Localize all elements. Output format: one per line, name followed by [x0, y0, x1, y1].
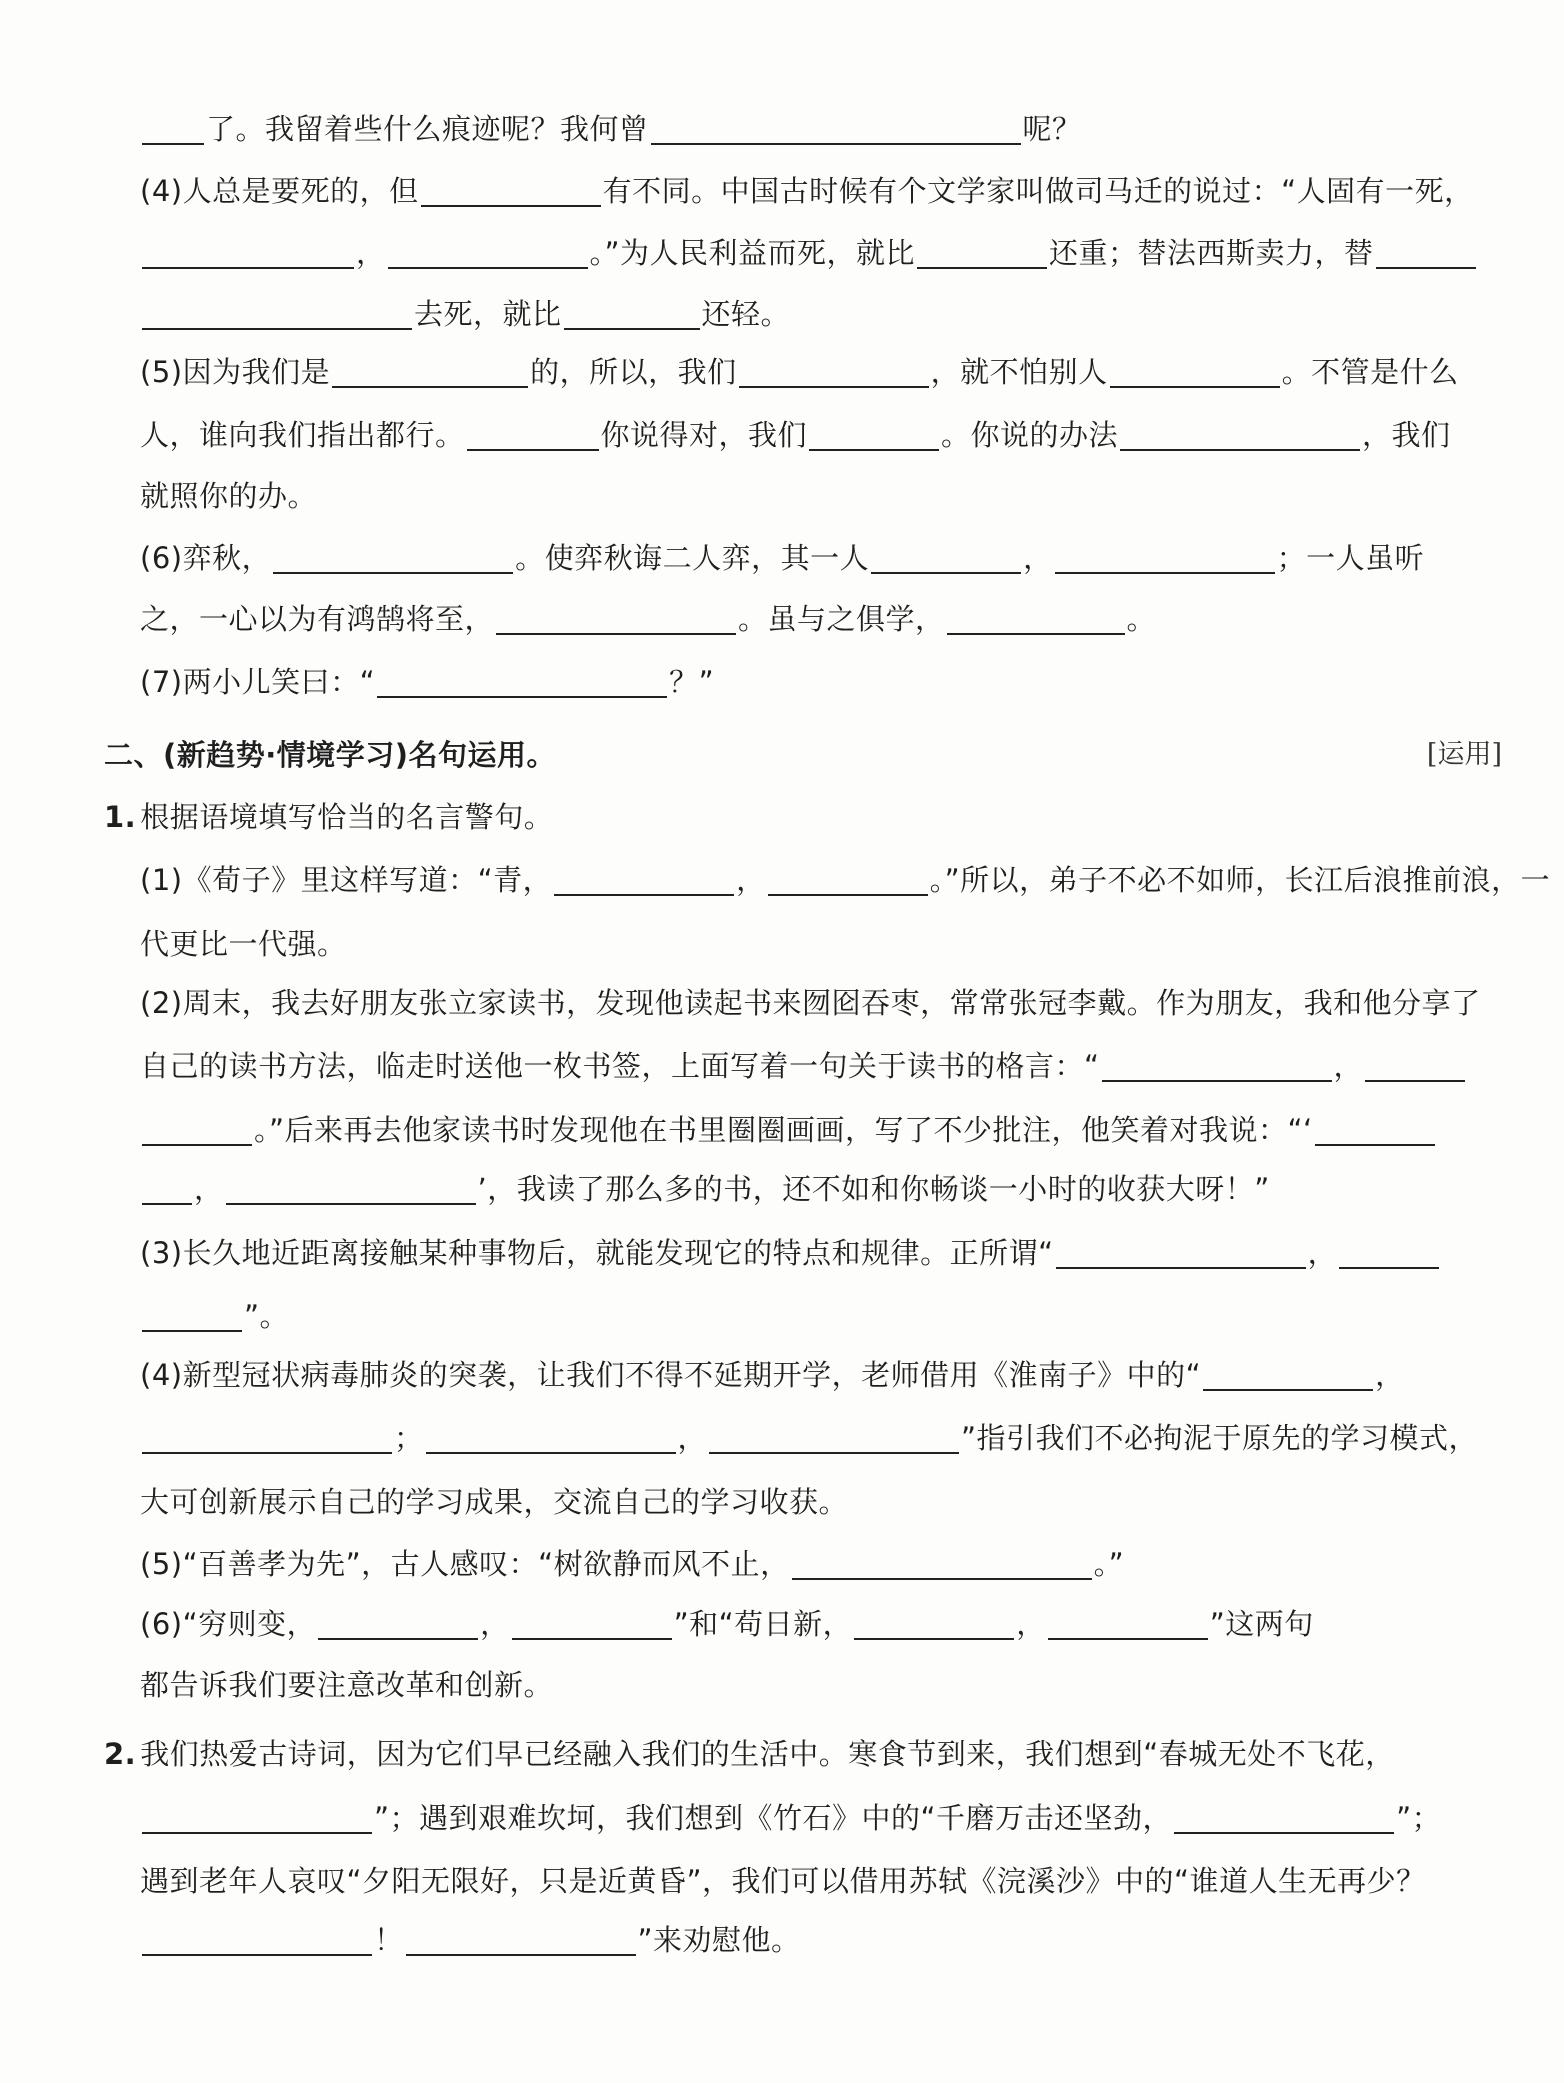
text-line — [140, 104, 1082, 154]
answer-blank[interactable] — [792, 1542, 1092, 1580]
answer-blank[interactable] — [854, 1602, 1014, 1640]
text: 就照你的办。 — [140, 479, 318, 513]
answer-blank[interactable] — [377, 660, 667, 698]
text: 。” — [1093, 1547, 1125, 1581]
answer-blank[interactable] — [1048, 1602, 1208, 1640]
sub-question-6-line-2 — [140, 1660, 553, 1710]
text: (6)弈秋， — [140, 541, 272, 575]
answer-blank[interactable] — [273, 536, 513, 574]
text: ”； — [1396, 1801, 1442, 1835]
item-2 — [104, 1729, 1395, 1779]
answer-blank[interactable] — [709, 1416, 959, 1454]
item-number: 2. — [104, 1737, 137, 1771]
text: 呢？ — [1022, 112, 1082, 146]
sub-question-3 — [140, 1228, 1441, 1278]
answer-blank[interactable] — [1365, 1044, 1465, 1082]
text: ”来劝慰他。 — [637, 1923, 801, 1957]
text: (1)《荀子》里这样写道：“青， — [140, 863, 553, 897]
answer-blank[interactable] — [1120, 413, 1360, 451]
item-2-line-3 — [140, 1856, 1426, 1906]
text: ”这两句 — [1209, 1607, 1314, 1641]
text: 遇到老年人哀叹“夕阳无限好，只是近黄昏”，我们可以借用苏轼《浣溪沙》中的“谁道人生无再少？ — [140, 1864, 1426, 1898]
text: 。你说的办法 — [941, 418, 1119, 452]
text: 自己的读书方法，临走时送他一枚书签，上面写着一句关于读书的格言：“ — [140, 1049, 1100, 1083]
text: ， — [677, 1421, 708, 1455]
question-6 — [140, 533, 1424, 583]
text: 。虽与之俱学， — [738, 602, 945, 636]
text: 。 — [1126, 602, 1157, 636]
text: ； — [394, 1421, 424, 1455]
sub-question-2-line-4 — [140, 1164, 1270, 1214]
answer-blank[interactable] — [332, 350, 528, 388]
question-4-line-3 — [140, 289, 790, 339]
text: 你说得对，我们 — [600, 418, 808, 452]
answer-blank[interactable] — [406, 1918, 636, 1956]
sub-question-4-line-2 — [140, 1413, 1478, 1463]
answer-blank[interactable] — [512, 1602, 672, 1640]
text: ’，我读了那么多的书，还不如和你畅谈一小时的收获大呀！” — [477, 1172, 1270, 1206]
item-number: 1. — [104, 800, 137, 834]
answer-blank[interactable] — [426, 1416, 676, 1454]
text: (5)因为我们是 — [140, 355, 331, 389]
sub-question-6 — [140, 1599, 1314, 1649]
sub-question-1 — [140, 855, 1550, 905]
text: ”指引我们不必拘泥于原先的学习模式， — [961, 1421, 1479, 1455]
text: ， — [356, 236, 386, 270]
text: 大可创新展示自己的学习成果，交流自己的学习收获。 — [140, 1485, 849, 1519]
answer-blank[interactable] — [554, 858, 734, 896]
text: 代更比一代强。 — [140, 927, 347, 961]
text: 。”所以，弟子不必不如师，长江后浪推前浪，一 — [929, 863, 1551, 897]
text: 之，一心以为有鸿鹄将至， — [140, 602, 495, 636]
text: ， — [194, 1172, 224, 1206]
text: ， — [1016, 1607, 1046, 1641]
text: 的，所以，我们 — [530, 355, 737, 389]
answer-blank[interactable] — [388, 231, 588, 269]
answer-blank[interactable] — [496, 597, 736, 635]
text: 。不管是什么 — [1281, 355, 1459, 389]
answer-blank[interactable] — [871, 536, 1021, 574]
answer-blank[interactable] — [318, 1602, 478, 1640]
answer-blank[interactable] — [1055, 536, 1275, 574]
answer-blank[interactable] — [1339, 1231, 1439, 1269]
text: ， — [1023, 541, 1053, 575]
answer-blank[interactable] — [917, 231, 1047, 269]
text: ， — [736, 863, 766, 897]
text: ， — [480, 1607, 510, 1641]
question-5-line-3 — [140, 471, 317, 521]
text: 根据语境填写恰当的名言警句。 — [140, 800, 554, 834]
answer-blank[interactable] — [768, 858, 928, 896]
answer-blank[interactable] — [142, 1167, 192, 1205]
sub-question-2 — [140, 978, 1481, 1028]
answer-blank[interactable] — [1110, 350, 1280, 388]
text: 了。我留着些什么痕迹呢？我何曾 — [206, 112, 649, 146]
sub-question-2-line-2 — [140, 1041, 1467, 1091]
text: ；一人虽听 — [1276, 541, 1425, 575]
answer-blank[interactable] — [1056, 1231, 1306, 1269]
sub-question-3-line-2 — [140, 1291, 289, 1341]
text: (4)人总是要死的，但 — [140, 174, 419, 208]
text: 。使弈秋诲二人弈，其一人 — [515, 541, 870, 575]
answer-blank[interactable] — [142, 1108, 252, 1146]
sub-question-5 — [140, 1539, 1124, 1589]
answer-blank[interactable] — [142, 1416, 392, 1454]
text: 还轻。 — [701, 297, 791, 331]
text: (7)两小儿笑曰：“ — [140, 665, 376, 699]
text: (4)新型冠状病毒肺炎的突袭，让我们不得不延期开学，老师借用《淮南子》中的“ — [140, 1358, 1202, 1392]
question-4 — [140, 166, 1474, 216]
answer-blank[interactable] — [1102, 1044, 1332, 1082]
text: ”和“苟日新， — [673, 1607, 853, 1641]
answer-blank[interactable] — [1376, 231, 1476, 269]
text: ？” — [669, 665, 715, 699]
sub-question-4-line-3 — [140, 1477, 848, 1527]
question-6-line-2 — [140, 594, 1156, 644]
answer-blank[interactable] — [564, 292, 700, 330]
question-7 — [140, 657, 714, 707]
answer-blank[interactable] — [142, 107, 204, 145]
text: 还重；替法西斯卖力，替 — [1049, 236, 1374, 270]
question-4-line-2 — [140, 228, 1478, 278]
item-2-line-2 — [140, 1793, 1441, 1843]
sub-question-1-line-2 — [140, 919, 347, 969]
answer-blank[interactable] — [1315, 1108, 1435, 1146]
answer-blank[interactable] — [142, 231, 354, 269]
answer-blank[interactable] — [142, 1294, 242, 1332]
text: 都告诉我们要注意改革和创新。 — [140, 1668, 554, 1702]
answer-blank[interactable] — [142, 1918, 372, 1956]
text: 。”为人民利益而死，就比 — [589, 236, 916, 270]
answer-blank[interactable] — [947, 597, 1125, 635]
answer-blank[interactable] — [1203, 1353, 1373, 1391]
text: ，我们 — [1362, 418, 1451, 452]
text: ， — [1307, 1236, 1338, 1270]
answer-blank[interactable] — [142, 1796, 372, 1834]
answer-blank[interactable] — [651, 107, 1021, 145]
item-1-prompt — [104, 792, 553, 842]
text: 有不同。中国古时候有个文学家叫做司马迁的说过：“人固有一死， — [602, 174, 1474, 208]
text: ， — [1375, 1358, 1405, 1392]
answer-blank[interactable] — [467, 413, 599, 451]
answer-blank[interactable] — [226, 1167, 476, 1205]
text: 。”后来再去他家读书时发现他在书里圈圈画画，写了不少批注，他笑着对我说：“‘ — [254, 1113, 1313, 1147]
text: ”。 — [244, 1299, 290, 1333]
answer-blank[interactable] — [1174, 1796, 1394, 1834]
text: ！ — [374, 1923, 404, 1957]
answer-blank[interactable] — [421, 169, 601, 207]
text: (3)长久地近距离接触某种事物后，就能发现它的特点和规律。正所谓“ — [140, 1236, 1054, 1270]
text: (6)“穷则变， — [140, 1607, 317, 1641]
text: ，就不怕别人 — [930, 355, 1108, 389]
question-5-line-2 — [140, 410, 1451, 460]
text: ”；遇到艰难坎坷，我们想到《竹石》中的“千磨万击还坚劲， — [374, 1801, 1173, 1835]
text: 人，谁向我们指出都行。 — [140, 418, 465, 452]
text: 我们热爱古诗词，因为它们早已经融入我们的生活中。寒食节到来，我们想到“春城无处不飞花， — [140, 1737, 1395, 1771]
answer-blank[interactable] — [809, 413, 939, 451]
question-5 — [140, 347, 1459, 397]
text: (5)“百善孝为先”，古人感叹：“树欲静而风不止， — [140, 1547, 790, 1581]
text: 去死，就比 — [414, 297, 562, 331]
section-heading: 二、(新趋势·情境学习)名句运用。 — [104, 738, 557, 772]
text: (2)周末，我去好朋友张立家读书，发现他读起书来囫囵吞枣，常常张冠李戴。作为朋友，我和他分享了 — [140, 986, 1481, 1020]
text: ， — [1333, 1049, 1364, 1083]
answer-blank[interactable] — [739, 350, 929, 388]
item-2-line-4 — [140, 1915, 801, 1965]
sub-question-2-line-3 — [140, 1105, 1437, 1155]
sub-question-4 — [140, 1350, 1405, 1400]
skill-tag: [运用] — [1426, 739, 1502, 770]
answer-blank[interactable] — [142, 292, 412, 330]
